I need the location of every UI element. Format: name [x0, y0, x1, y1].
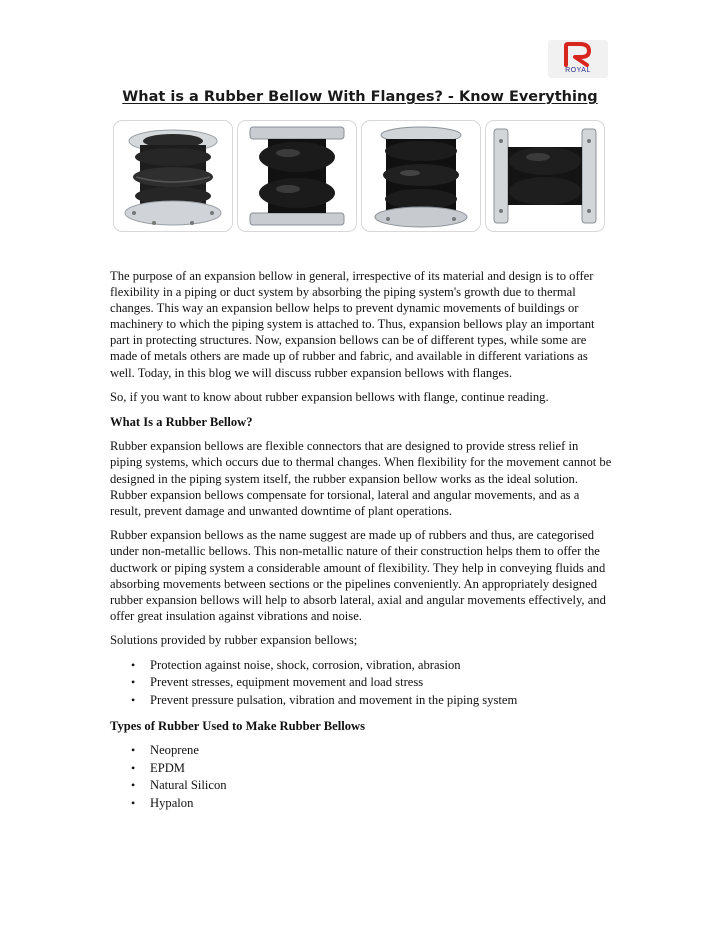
page-title: What is a Rubber Bellow With Flanges? - Know Everything — [122, 89, 598, 105]
rubber-types-list — [110, 742, 612, 812]
intro-paragraph: The purpose of an expansion bellow in general, irrespective of its material and design is to offer flexibility in a piping or duct system by absorbing the piping system's growth due to thermal changes. This way an expansion bellow helps to prevent dynamic movements of buildings or machinery to which the piping system is attached to. Thus, expansion bellows play an important part in protecting structures. Now, expansion bellows can be of different types, while some are made of metals others are made up of rubber and fabric, and available in different variations as well. Today, in this blog we will discuss rubber expansion bellows with flanges. — [110, 269, 595, 380]
bullet-icon: • — [131, 675, 136, 690]
product-image-3 — [361, 120, 481, 232]
logo-r-icon — [560, 42, 596, 68]
product-image-strip — [113, 120, 605, 232]
bellow-side-view-icon — [486, 121, 604, 231]
bullet-icon: • — [131, 795, 136, 810]
list-item: • Hypalon — [110, 795, 612, 812]
bullet-icon: • — [131, 657, 136, 672]
bellow-double-sphere-icon — [238, 121, 356, 231]
product-image-1 — [113, 120, 233, 232]
definition-paragraph: Rubber expansion bellows are flexible connectors that are designed to provide stress relief in piping systems, which occurs due to thermal changes. When flexibility for the movement cannot be designed in the piping system itself, the rubber expansion bellow works as the ideal solution. Rubber expansion bellows compensate for torsional, lateral and angular movements, and as a result, prevent damage and unwanted downtime of plant operations. — [110, 439, 612, 518]
bullet-icon: • — [131, 760, 136, 775]
list-item: • Prevent stresses, equipment movement and load stress — [110, 674, 612, 691]
solutions-intro: Solutions provided by rubber expansion bellows; — [110, 633, 358, 648]
continue-paragraph: So, if you want to know about rubber expansion bellows with flange, continue reading. — [110, 390, 549, 405]
list-item: • Natural Silicon — [110, 777, 612, 794]
product-image-4 — [485, 120, 605, 232]
section-heading-what-is: What Is a Rubber Bellow? — [110, 414, 253, 429]
bullet-icon: • — [131, 778, 136, 793]
product-image-2 — [237, 120, 357, 232]
logo-text: ROYAL — [565, 67, 591, 74]
bellow-triple-icon — [362, 121, 480, 231]
section-heading-rubber-types: Types of Rubber Used to Make Rubber Bellows — [110, 718, 366, 733]
bullet-icon: • — [131, 743, 136, 758]
list-item: • Protection against noise, shock, corrosion, vibration, abrasion — [110, 657, 612, 674]
bellow-angled-icon — [114, 121, 232, 231]
solutions-list — [110, 657, 612, 709]
list-item: • Prevent pressure pulsation, vibration and movement in the piping system — [110, 692, 612, 709]
article-body — [110, 268, 612, 820]
list-item: • Neoprene — [110, 742, 612, 759]
royal-logo — [548, 40, 608, 78]
bullet-icon: • — [131, 692, 136, 707]
list-item: • EPDM — [110, 760, 612, 777]
non-metallic-paragraph: Rubber expansion bellows as the name suggest are made up of rubbers and thus, are categorised under non-metallic bellows. This non-metallic nature of their construction helps them to offer the ductwork or piping system a considerable amount of flexibility. They help in conveying fluids and absorbing movements between sections or the pipelines conveniently. An appropriately designed rubber expansion bellows will help to absorb lateral, axial and angular movements effectively, and offer great insulation against vibrations and noise. — [110, 528, 606, 623]
